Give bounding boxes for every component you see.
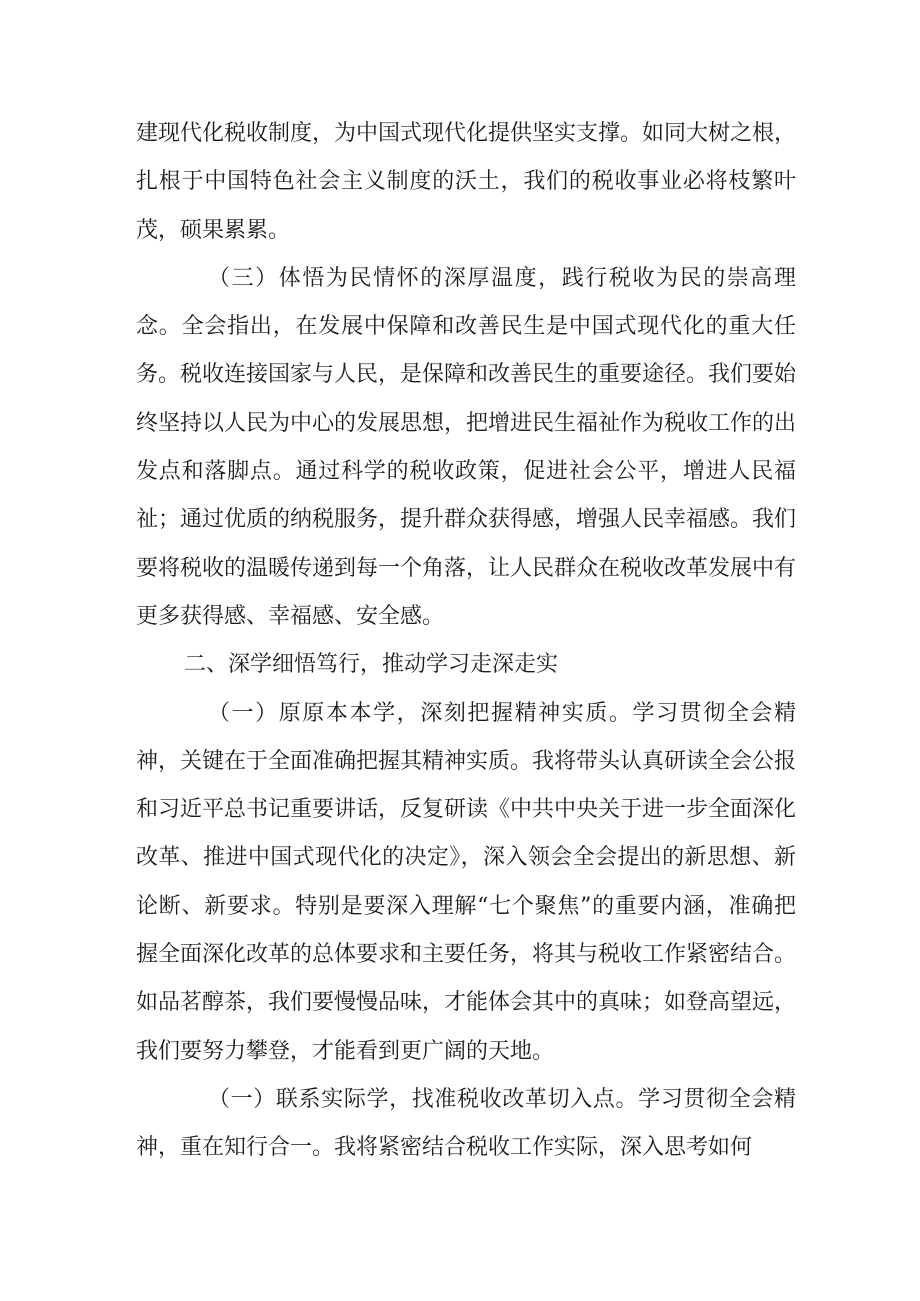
paragraph-tax-system-conclusion: 建现代化税收制度，为中国式现代化提供坚实支撑。如同大树之根，扎根于中国特色社会主义制度的沃土，我们的税收事业必将枝繁叶茂，硕果累累。 bbox=[136, 121, 797, 243]
paragraph-study-with-practice: （一）联系实际学，找准税收改革切入点。学习贯彻全会精神，重在知行合一。我将紧密结合税收工作实际，深入思考如何 bbox=[136, 1086, 796, 1161]
section-heading-deep-study: 二、深学细悟笃行，推动学习走深走实 bbox=[184, 652, 559, 678]
paragraph-study-original-texts: （一）原原本本学，深刻把握精神实质。学习贯彻全会精神，关键在于全面准确把握其精神实质。我将带头认真研读全会公报和习近平总书记重要讲话，反复研读《中共中央关于进一步全面深化改革、推进中国式现代化的决定》，深入领会全会提出的新思想、新论断、新要求。特别是要深入理解“七个聚焦”的重要内涵，准确把握全面深化改革的总体要求和主要任务，将其与税收工作紧密结合。如品茗醇茶，我们要慢慢品味，才能体会其中的真味；如登高望远，我们要努力攀登，才能看到更广阔的天地。 bbox=[136, 700, 797, 1064]
document-body bbox=[136, 110, 796, 1173]
paragraph-people-centered-taxation: （三）体悟为民情怀的深厚温度，践行税收为民的崇高理念。全会指出，在发展中保障和改善民生是中国式现代化的重大任务。税收连接国家与人民，是保障和改善民生的重要途径。我们要始终坚持以人民为中心的发展思想，把增进民生福祉作为税收工作的出发点和落脚点。通过科学的税收政策，促进社会公平，增进人民福祉；通过优质的纳税服务，提升群众获得感，增强人民幸福感。我们要将税收的温暖传递到每一个角落，让人民群众在税收改革发展中有更多获得感、幸福感、安全感。 bbox=[136, 265, 797, 629]
